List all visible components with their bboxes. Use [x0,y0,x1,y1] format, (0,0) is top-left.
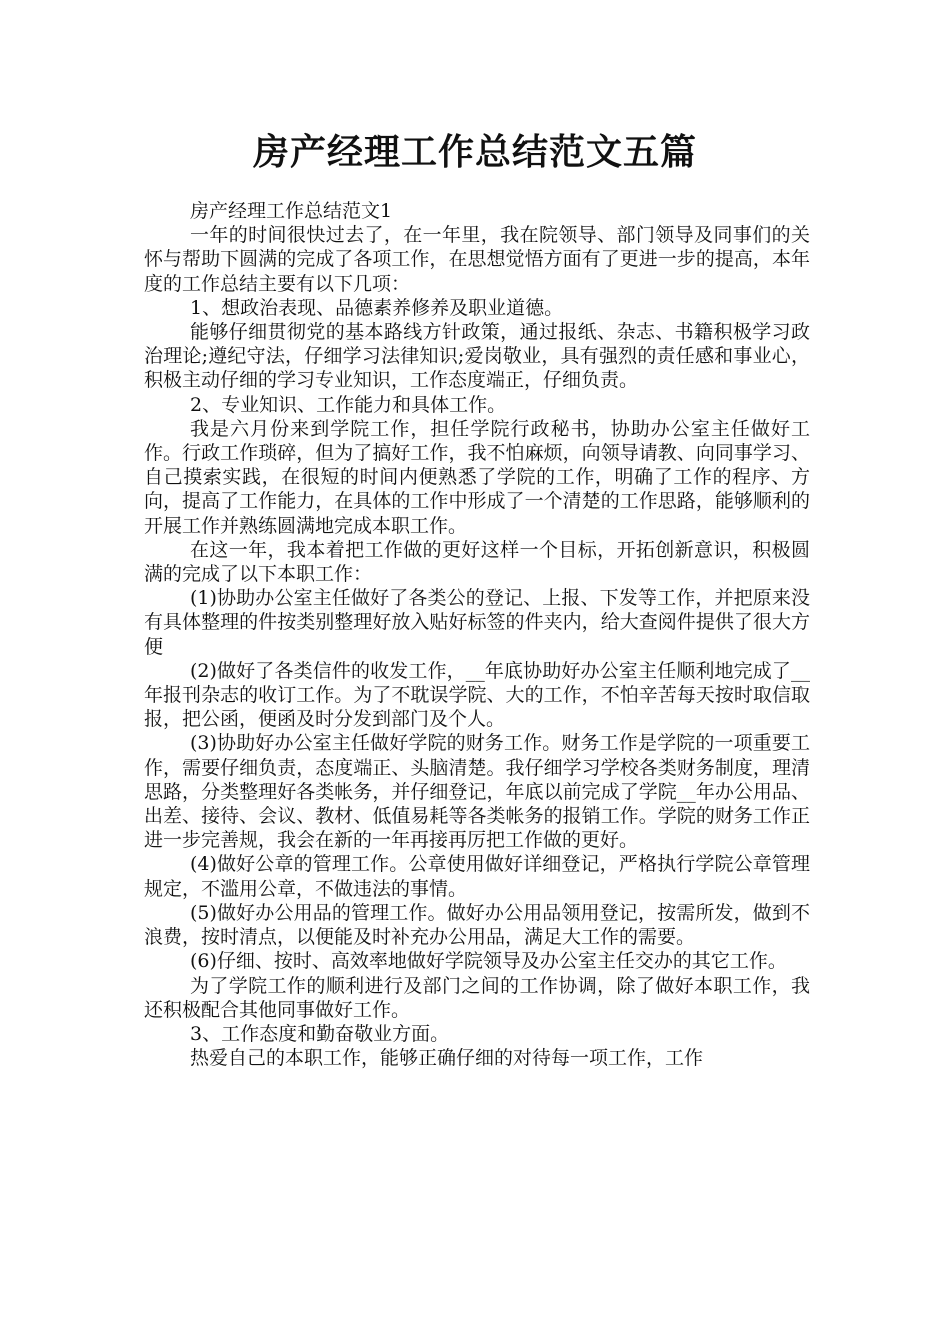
list-item: (1)协助办公室主任做好了各类公的登记、上报、下发等工作，并把原来没有具体整理的件按类别整理好放入贴好标签的件夹内，给大查阅件提供了很大方便 [144,587,810,658]
paragraph: 为了学院工作的顺利进行及部门之间的工作协调，除了做好本职工作，我还积极配合其他同事做好工作。 [144,974,810,1021]
document-title: 房产经理工作总结范文五篇 [252,131,697,173]
paragraph: 一年的时间很快过去了，在一年里，我在院领导、部门领导及同事们的关怀与帮助下圆满的完成了各项工作，在思想觉悟方面有了更进一步的提高，本年度的工作总结主要有以下几项： [144,224,810,295]
section-heading: 3、工作态度和勤奋敬业方面。 [190,1022,450,1045]
section-heading: 2、专业知识、工作能力和具体工作。 [190,393,507,416]
paragraph: 在这一年，我本着把工作做的更好这样一个目标，开拓创新意识，积极圆满的完成了以下本职工作： [144,538,810,586]
paragraph: 能够仔细贯彻党的基本路线方针政策，通过报纸、杂志、书籍积极学习政治理论;遵纪守法，仔细学习法律知识;爱岗敬业，具有强烈的责任感和事业心，积极主动仔细的学习专业知识，工作态度端正，仔细负责。 [144,321,810,392]
list-item: (4)做好公章的管理工作。公章使用做好详细登记，严格执行学院公章管理规定，不滥用公章，不做违法的事情。 [144,853,810,900]
list-item: (6)仔细、按时、高效率地做好学院领导及办公室主任交办的其它工作。 [190,950,787,973]
section-heading: 1、想政治表现、品德素养修养及职业道德。 [190,296,564,319]
paragraph: 我是六月份来到学院工作，担任学院行政秘书，协助办公室主任做好工作。行政工作琐碎，但为了搞好工作，我不怕麻烦，向领导请教、向同事学习、自己摸索实践，在很短的时间内便熟悉了学院的工作，明确了工作的程序、方向，提高了工作能力，在具体的工作中形成了一个清楚的工作思路，能够顺利的开展工作并熟练圆满地完成本职工作。 [144,417,810,537]
list-item: (5)做好办公用品的管理工作。做好办公用品领用登记，按需所发，做到不浪费，按时清点，以便能及时补充办公用品，满足大工作的需要。 [144,901,810,949]
list-item: (3)协助好办公室主任做好学院的财务工作。财务工作是学院的一项重要工作，需要仔细负责，态度端正、头脑清楚。我仔细学习学校各类财务制度，理清思路，分类整理好各类帐务，并仔细登记，年底以前完成了学院__年办公用品、出差、接待、会议、教材、低值易耗等各类帐务的报销工作。学院的财务工作正进一步完善规，我会在新的一年再接再厉把工作做的更好。 [144,732,810,852]
list-item: (2)做好了各类信件的收发工作，__年底协助好办公室主任顺利地完成了__年报刊杂志的收订工作。为了不耽误学院、大的工作，不怕辛苦每天按时取信取报，把公函，便函及时分发到部门及个人。 [144,659,810,731]
paragraph-subtitle: 房产经理工作总结范文1 [190,200,393,222]
document-body [144,199,810,1070]
paragraph: 热爱自己的本职工作，能够正确仔细的对待每一项工作，工作 [190,1047,704,1070]
